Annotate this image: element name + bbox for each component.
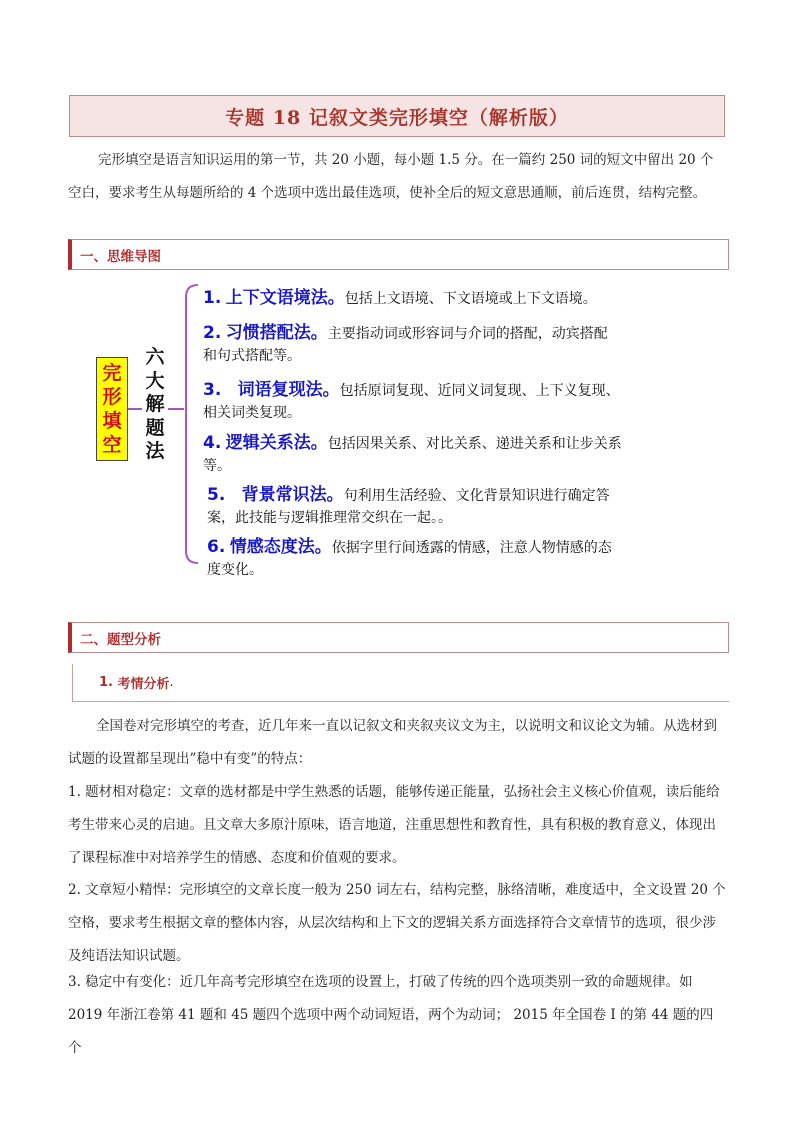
item-number: 4.: [203, 433, 222, 453]
item-text: 包括因果关系、对比关系、递进关系和让步关系: [327, 436, 622, 452]
item-text-cont: 案，此技能与逻辑推理常交织在一起。。: [207, 510, 452, 526]
mindmap-item-6: [207, 536, 707, 581]
item-text: 包括上文语境、下文语境或上下文语境。: [344, 291, 597, 307]
analysis-point-2: 2. 文章短小精悍：完形填空的文章长度一般为 250 词左右，结构完整，脉络清晰，难度适中，全文设置 20 个空格，要求考生根据文章的整体内容，从层次结构和上下文的逻辑关系方面选择符合文章情节的选项，很少涉及纯语法知识试题。: [68, 882, 726, 964]
mindmap-item-4: [203, 432, 703, 477]
item-number: 2.: [203, 323, 222, 343]
subsection-label: 考情分析: [112, 677, 170, 692]
item-head: 词语复现法。: [225, 380, 340, 400]
mindmap-item-3: [203, 379, 703, 424]
core-char: 形: [102, 386, 122, 408]
analysis-paragraph: 全国卷对完形填空的考查，近几年来一直以记叙文和夹叙夹议文为主，以说明文和议论文为辅。从选材到试题的设置都呈现出”稳中有变”的特点：: [68, 718, 717, 767]
mindmap-branch-label: [142, 346, 168, 464]
item-head: 情感态度法。: [229, 537, 332, 557]
core-char: 完: [102, 362, 122, 384]
item-text-cont: 度变化。: [207, 562, 263, 578]
item-text-cont: 相关词类复现。: [203, 405, 301, 421]
section-mindmap-label: 一、思维导图: [80, 248, 161, 265]
item-head: 背景常识法。: [229, 485, 344, 505]
core-char: 填: [102, 410, 122, 432]
branch-char: 大: [145, 369, 165, 392]
page-title: 专题 18 记叙文类完形填空（解析版）: [69, 95, 725, 137]
section-analysis-heading: [68, 622, 729, 653]
item-number: 3.: [203, 380, 222, 400]
item-number: 1.: [203, 288, 222, 308]
intro-paragraph: 完形填空是语言知识运用的第一节，共 20 小题，每小题 1.5 分。在一篇约 250 词的短文中留出 20 个空白，要求考生从每题所给的 4 个选项中选出最佳选项，使补全后的短文意思通顺，前后连贯，结构完整。: [68, 152, 714, 201]
branch-char: 解: [145, 393, 165, 415]
subsection-dot: .: [169, 675, 174, 690]
mindmap-item-5: [207, 484, 707, 529]
branch-char: 题: [145, 416, 165, 439]
item-text-cont: 等。: [203, 458, 231, 474]
analysis-point-3: 3. 稳定中有变化：近几年高考完形填空在选项的设置上，打破了传统的四个选项类别一致的命题规律。如 2019 年浙江卷第 41 题和 45 题四个选项中两个动词短语，两个为动词； 2015 年全国卷 I 的第 44 题的四个: [68, 974, 714, 1056]
item-text: 依据字里行间透露的情感，注意人物情感的态: [331, 540, 612, 556]
item-number: 6.: [207, 537, 226, 557]
subsection-number: 1.: [99, 675, 113, 690]
mindmap-item-1: [203, 287, 703, 310]
item-head: 逻辑关系法。: [225, 433, 328, 453]
item-text: 句利用生活经验、文化背景知识进行确定答: [343, 488, 610, 504]
item-head: 上下文语境法。: [225, 288, 345, 308]
mindmap-item-2: [203, 322, 703, 367]
item-text: 包括原词复现、近同义词复现、上下义复现、: [339, 383, 620, 399]
branch-char: 六: [145, 346, 165, 368]
analysis-point-1: 1. 题材相对稳定：文章的选材都是中学生熟悉的话题，能够传递正能量，弘扬社会主义核心价值观，读后能给考生带来心灵的启迪。且文章大多原汁原味，语言地道，注重思想性和教育性，具有积极的教育意义，体现出了课程标准中对培养学生的情感、态度和价值观的要求。: [68, 784, 720, 866]
branch-char: 法: [145, 440, 165, 462]
core-char: 空: [102, 434, 122, 456]
item-text: 主要指动词或形容词与介词的搭配，动宾搭配: [327, 326, 608, 342]
item-number: 5.: [207, 485, 226, 505]
mindmap-core-box: [96, 357, 128, 461]
item-head: 习惯搭配法。: [225, 323, 328, 343]
subsection-heading: [72, 664, 729, 702]
section-analysis-label: 二、题型分析: [80, 631, 161, 648]
item-text-cont: 和句式搭配等。: [203, 348, 301, 364]
